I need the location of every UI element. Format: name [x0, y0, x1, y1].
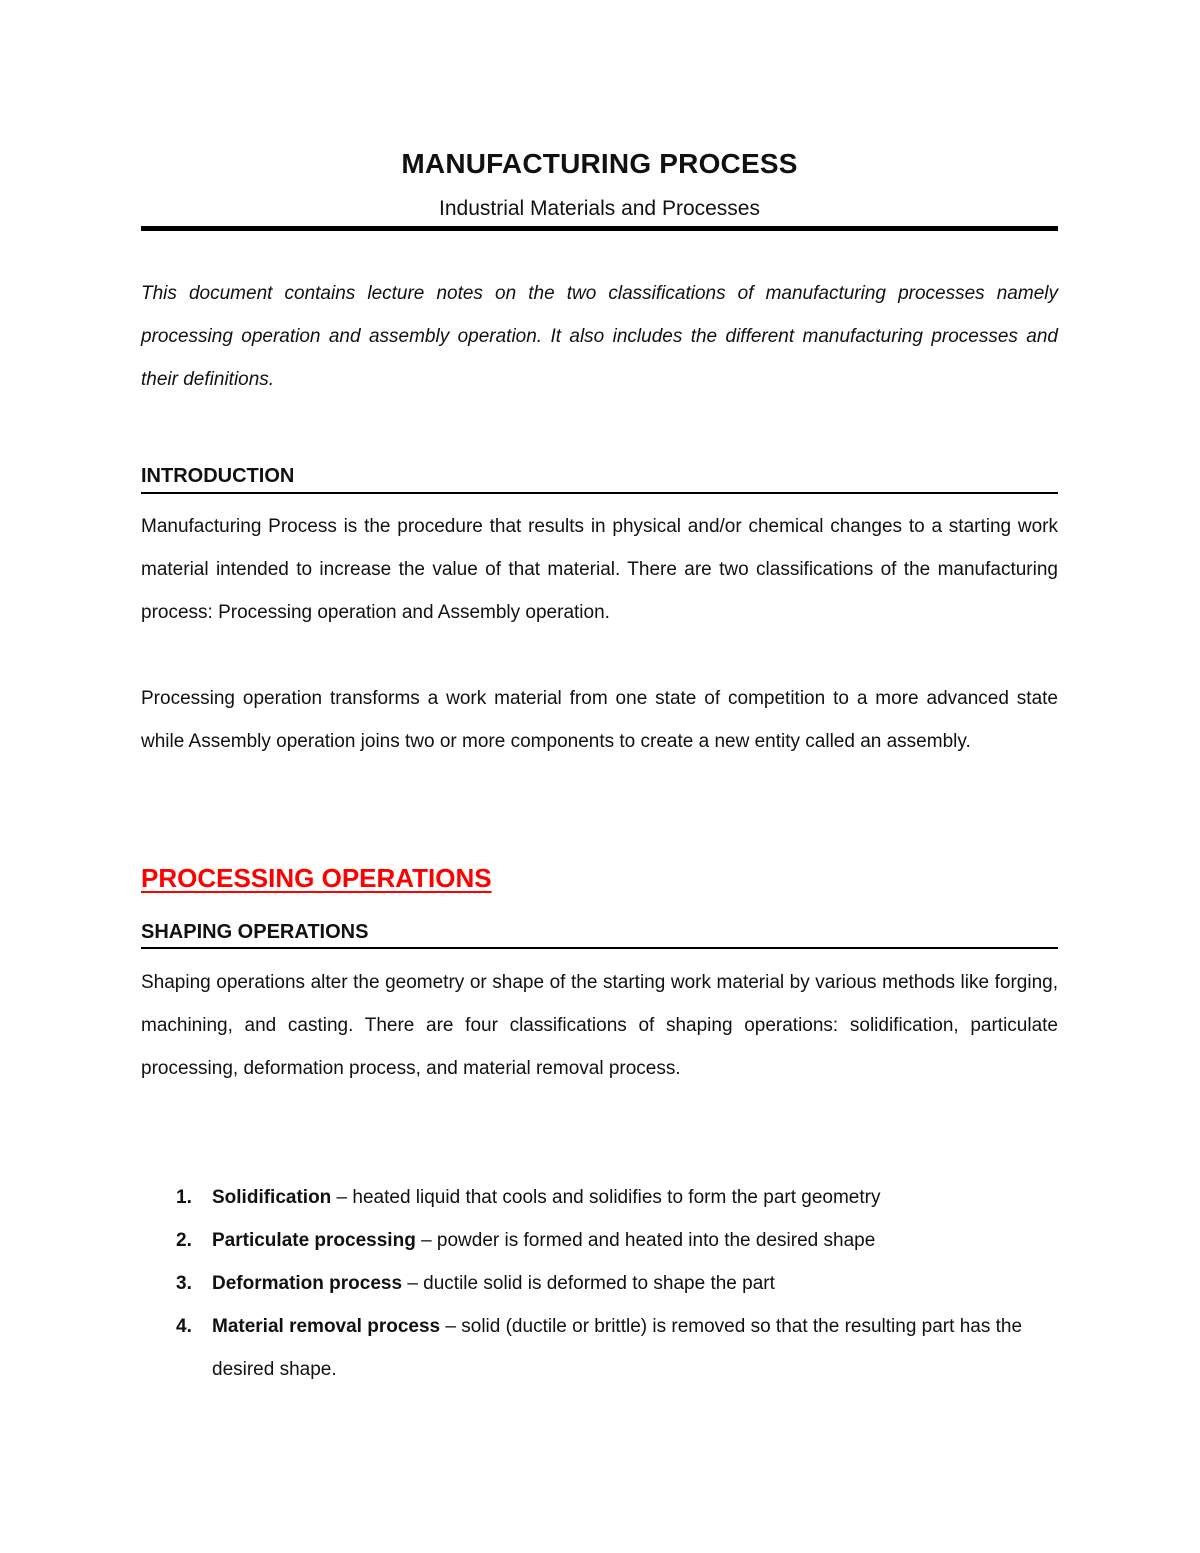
abstract-paragraph: This document contains lecture notes on the two classifications of manufacturing processes namely processing operation and assembly operation. It also includes the different manufacturing processes and their definitions. [141, 283, 1058, 390]
list-item-number: 2. [176, 1230, 192, 1251]
list-item [141, 1176, 1058, 1219]
document-page [141, 0, 1058, 1553]
list-item-term: Material removal process [212, 1316, 441, 1337]
shaping-classifications-list [141, 1176, 1058, 1391]
introduction-divider [141, 492, 1058, 494]
list-item-number: 4. [176, 1316, 192, 1337]
list-item-term: Solidification [212, 1187, 332, 1208]
list-item [141, 1305, 1058, 1391]
list-item-term: Deformation process [212, 1273, 403, 1294]
document-title: MANUFACTURING PROCESS [401, 148, 798, 179]
title-divider [141, 226, 1058, 231]
list-item-definition: – powder is formed and heated into the desired shape [415, 1230, 876, 1251]
shaping-operations-heading: SHAPING OPERATIONS [141, 921, 369, 943]
list-item-definition: – solid (ductile or brittle) is removed so that the resulting part has the desired shape. [212, 1316, 1023, 1380]
introduction-heading: INTRODUCTION [141, 465, 295, 487]
list-item [141, 1262, 1058, 1305]
shaping-operations-paragraph: Shaping operations alter the geometry or shape of the starting work material by various methods like forging, machining, and casting. There are four classifications of shaping operations: solidification, particulate processing, deformation process, and material removal process. [141, 972, 1058, 1079]
list-item-number: 3. [176, 1273, 192, 1294]
processing-operations-heading: PROCESSING OPERATIONS [141, 863, 492, 893]
introduction-paragraph-2: Processing operation transforms a work material from one state of competition to a more advanced state while Assembly operation joins two or more components to create a new entity called an assembly. [141, 688, 1058, 752]
document-subtitle: Industrial Materials and Processes [439, 197, 760, 220]
list-item [141, 1219, 1058, 1262]
list-item-term: Particulate processing [212, 1230, 416, 1251]
list-item-definition: – ductile solid is deformed to shape the part [402, 1273, 775, 1294]
shaping-operations-divider [141, 947, 1058, 949]
list-item-number: 1. [176, 1187, 192, 1208]
introduction-paragraph-1: Manufacturing Process is the procedure that results in physical and/or chemical changes to a starting work material intended to increase the value of that material. There are two classifications of the manufacturing process: Processing operation and Assembly operation. [141, 516, 1058, 623]
list-item-definition: – heated liquid that cools and solidifies to form the part geometry [331, 1187, 881, 1208]
